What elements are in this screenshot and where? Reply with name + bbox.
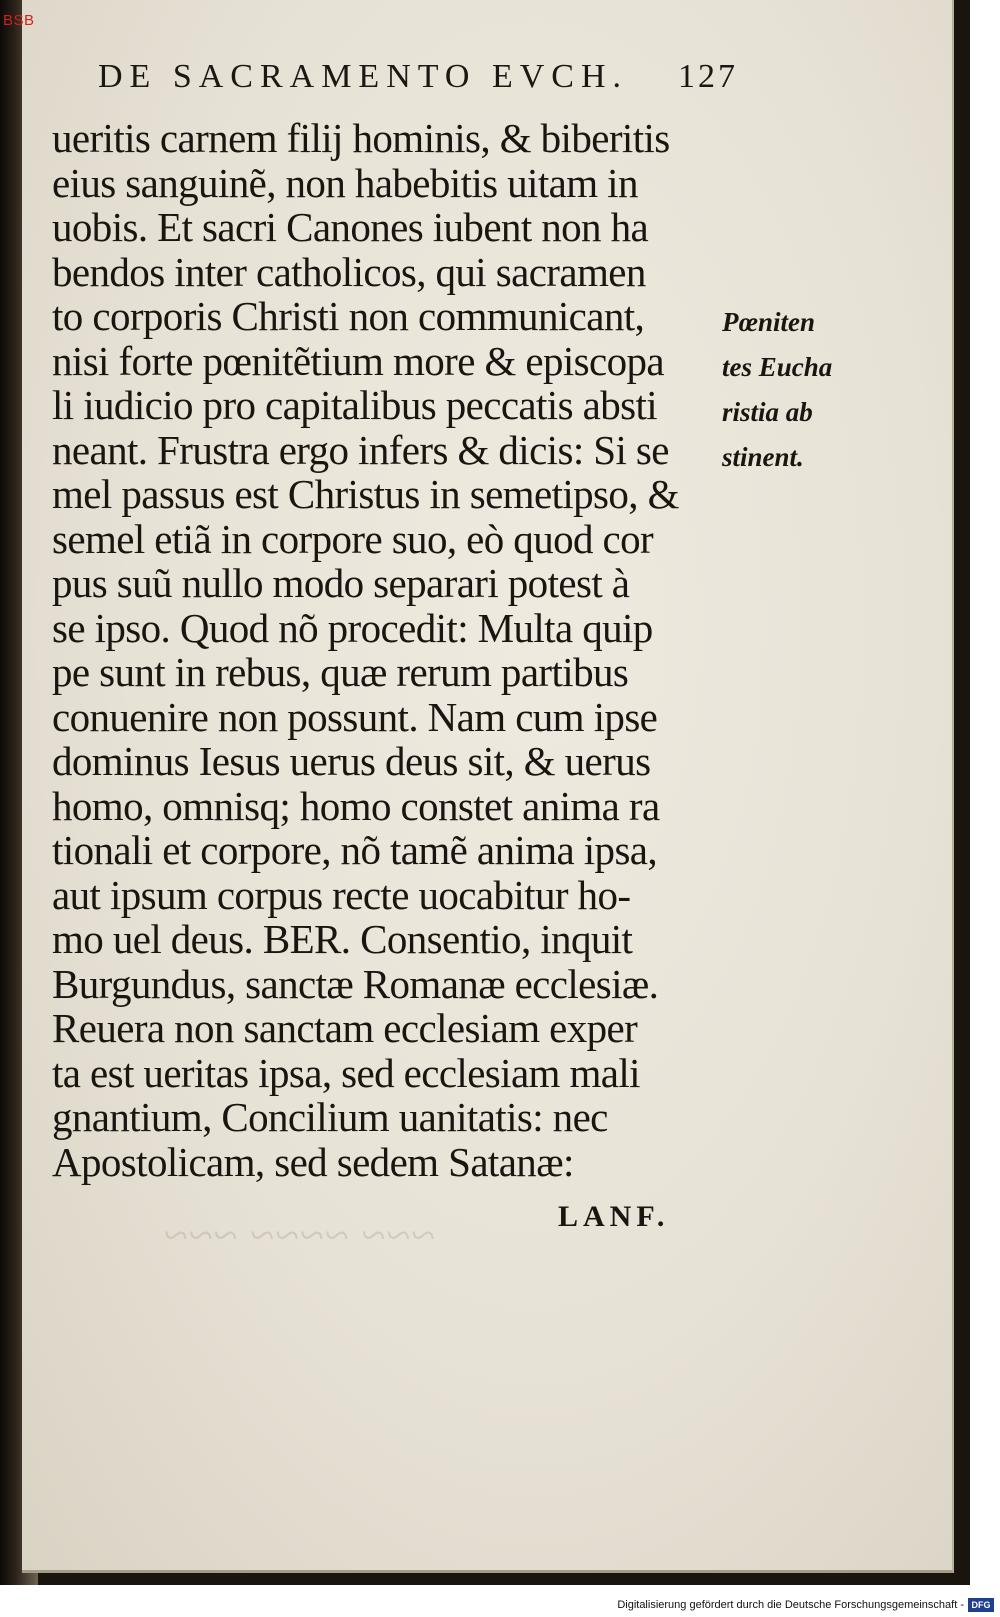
text-line: homo, omnisq; homo constet anima ra [52,782,660,829]
text-line: eius sanguinẽ, non habebitis uitam in [52,159,638,206]
main-text-block [52,116,732,1184]
text-line: li iudicio pro capitalibus peccatis absti [52,382,658,428]
text-line: Apostolicam, sed sedem Satanæ: [52,1138,574,1185]
text-line: neant. Frustra ergo infers & dicis: Si se [52,426,669,473]
text-line: se ipso. Quod nõ procedit: Multa quip [52,604,653,651]
footer-credit: Digitalisierung gefördert durch die Deutsche Forschungsgemeinschaft - [617,1599,964,1611]
running-header [98,58,738,96]
text-line: dominus Iesus uerus deus sit, & uerus [52,738,651,784]
text-line: nisi forte pœnitẽtium more & episcopa [52,337,665,384]
text-line: bendos inter catholicos, qui sacramen [52,248,646,295]
text-line: pus suũ nullo modo separari potest à [52,560,630,606]
marginal-note-line: ristia ab [722,397,813,427]
text-line: pe sunt in rebus, quæ rerum partibus [52,649,629,695]
marginal-note-line: Pœniten [722,307,816,337]
page-number: 127 [678,58,738,95]
text-line: Burgundus, sanctæ Romanæ ecclesiæ. [52,960,659,1007]
text-line: aut ipsum corpus recte uocabitur ho- [52,871,631,918]
text-line: ta est ueritas ipsa, sed ecclesiam mali [52,1049,640,1096]
text-line: gnantium, Concilium uanitatis: nec [52,1094,608,1140]
library-logo: BSB [3,12,35,29]
text-line: mel passus est Christus in semetipso, & [52,471,679,517]
catchword: LANF. [558,1200,670,1233]
show-through-ink: ~~~ ~~~~ ~~~ [162,1211,435,1260]
text-line: uobis. Et sacri Canones iubent non ha [52,204,649,250]
dfg-logo: DFG [968,1598,994,1612]
marginal-note-line: stinent. [722,442,804,472]
running-title: DE SACRAMENTO EVCH. [98,58,629,95]
text-line: tionali et corpore, nõ tamẽ anima ipsa, [52,827,658,873]
text-line: mo uel deus. BER. Consentio, inquit [52,916,633,962]
text-line: to corporis Christi non communicant, [52,293,645,339]
text-line: Reuera non sanctam ecclesiam exper [52,1005,638,1051]
text-line: conuenire non possunt. Nam cum ipse [52,693,658,740]
marginal-note [722,300,872,480]
text-line: ueritis carnem filij hominis, & biberitis [52,115,670,161]
marginal-note-line: tes Eucha [722,352,833,382]
text-line: semel etiã in corpore suo, eò quod cor [52,515,654,562]
